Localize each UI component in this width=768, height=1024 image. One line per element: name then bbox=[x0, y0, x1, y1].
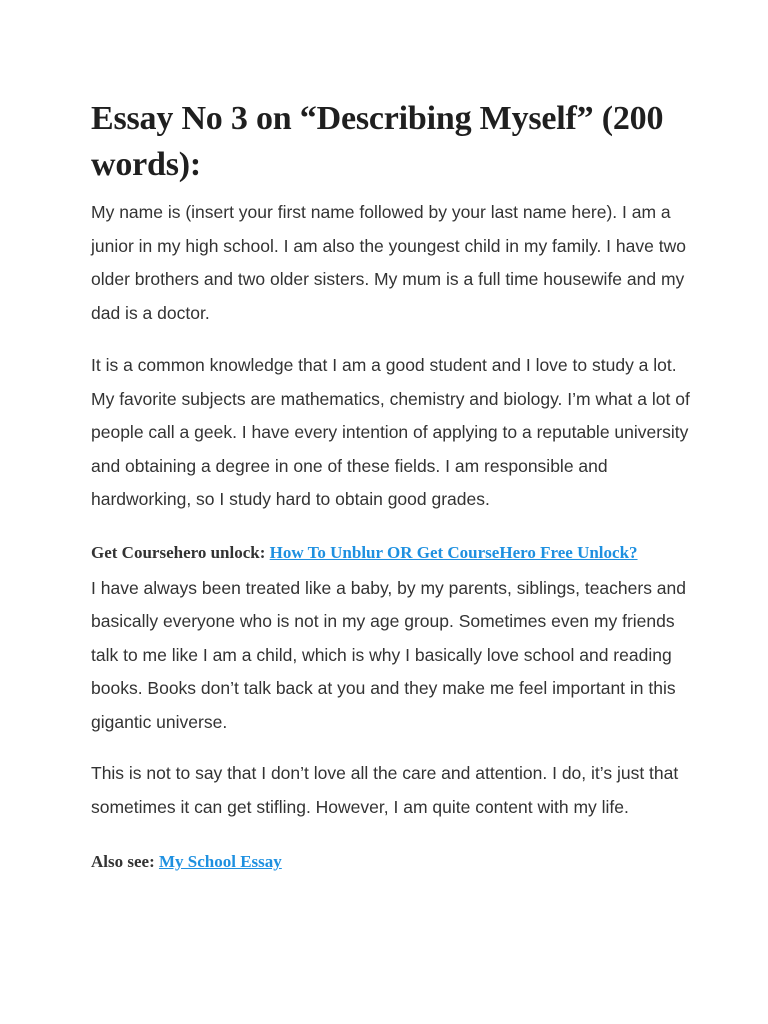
paragraph-intro: My name is (insert your first name followed by your last name here). I am a junior in my high school. I am also the youngest child in my family. I have two older brothers and two older sisters. My mum is a full time housewife and my dad is a doctor. bbox=[91, 202, 686, 323]
paragraph-content: This is not to say that I don’t love all the care and attention. I do, it’s just that sometimes it can get stifling. However, I am quite content with my life. bbox=[91, 763, 679, 817]
paragraph-student: It is a common knowledge that I am a good student and I love to study a lot. My favorite subjects are mathematics, chemistry and biology. I’m what a lot of people call a geek. I have every intention of applying to a reputable university and obtaining a degree in one of these fields. I am responsible and hardworking, so I study hard to obtain good grades. bbox=[91, 355, 690, 509]
also-see-line bbox=[91, 846, 691, 877]
also-see-label: Also see: bbox=[91, 852, 159, 871]
coursehero-label: Get Coursehero unlock: bbox=[91, 542, 270, 562]
coursehero-link[interactable]: How To Unblur OR Get CourseHero Free Unlock? bbox=[269, 542, 638, 562]
article bbox=[91, 96, 691, 877]
my-school-essay-link[interactable]: My School Essay bbox=[158, 852, 282, 871]
coursehero-line bbox=[91, 537, 691, 568]
paragraph-treated-like-baby: I have always been treated like a baby, by my parents, siblings, teachers and basically everyone who is not in my age group. Sometimes even my friends talk to me like I am a child, which is why I basically love school and reading books. Books don’t talk back at you and they make me feel important in this gigantic universe. bbox=[91, 577, 687, 732]
essay-title: Essay No 3 on “Describing Myself” (200 words): bbox=[91, 100, 664, 183]
